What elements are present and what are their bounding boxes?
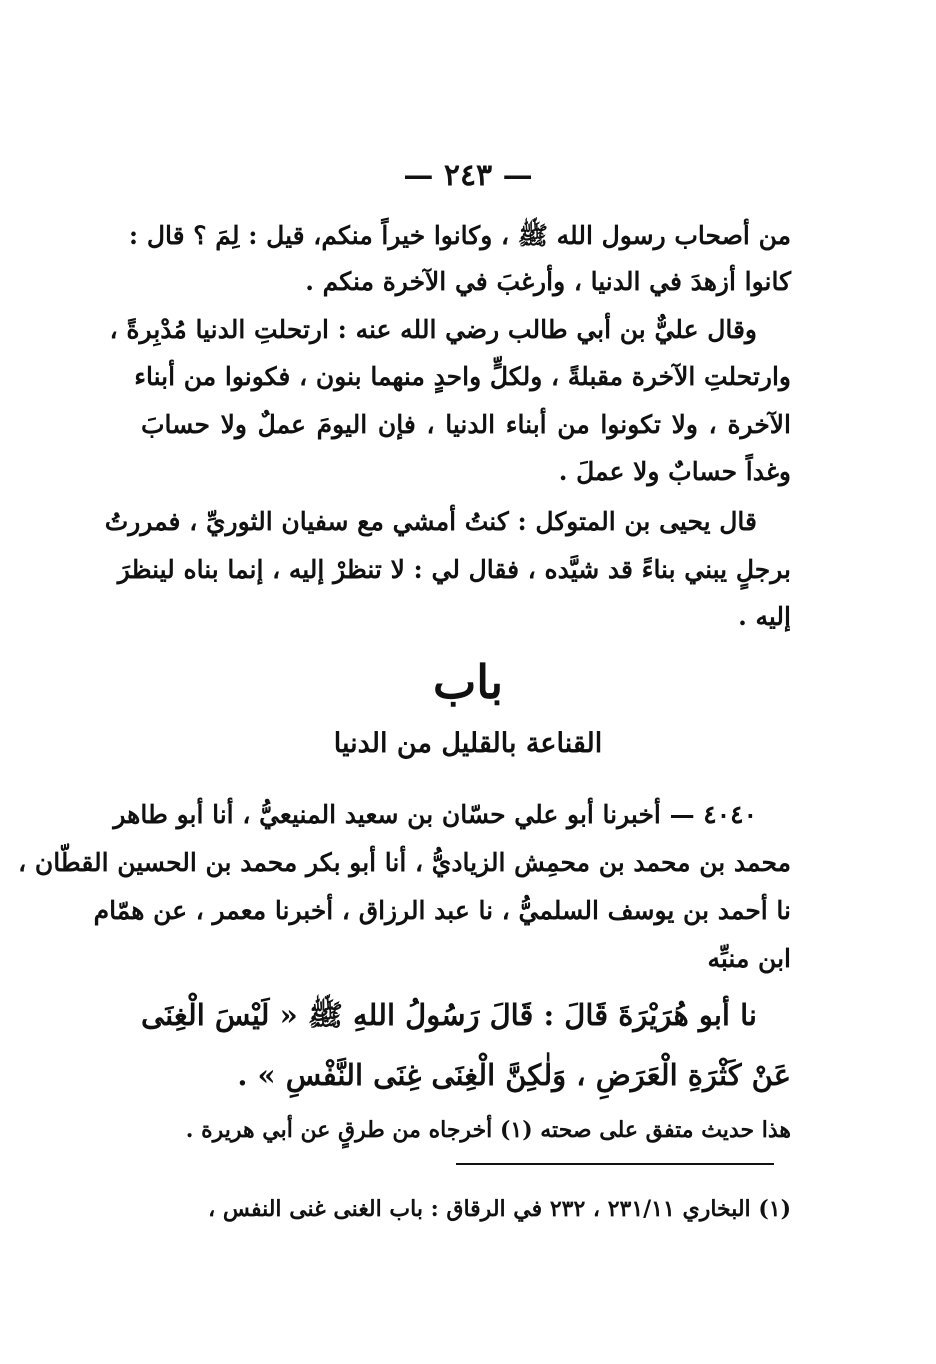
chapter-subtitle: القناعة بالقليل من الدنيا — [333, 728, 603, 759]
text-line: نا أحمد بن يوسف السلميُّ ، نا عبد الرزاق ، أخبرنا معمر ، عن همّام — [93, 896, 791, 925]
hadith-line: نا أبو هُرَيْرَةَ قَالَ : قَالَ رَسُولُ اللهِ ﷺ « لَيْسَ الْغِنَى — [141, 998, 757, 1032]
text-line: الآخرة ، ولا تكونوا من أبناء الدنيا ، فإن اليومَ عملٌ ولا حسابَ — [141, 410, 791, 439]
text-line: برجلٍ يبني بناءً قد شيَّده ، فقال لي : لا تنظرْ إليه ، إنما بناه لينظرَ — [117, 555, 791, 584]
text-line: وارتحلتِ الآخرة مقبلةً ، ولكلٍّ واحدٍ منهما بنون ، فكونوا من أبناء — [134, 362, 791, 391]
text-line: وغداً حسابٌ ولا عملَ . — [558, 457, 791, 486]
hadith-line: عَنْ كَثْرَةِ الْعَرَضِ ، وَلٰكِنَّ الْغِنَى غِنَى النَّفْسِ » . — [237, 1058, 791, 1092]
text-line: ٤٠٤٠ — أخبرنا أبو علي حسّان بن سعيد المنيعيُّ ، أنا أبو طاهر — [113, 800, 757, 829]
text-line: كانوا أزهدَ في الدنيا ، وأرغبَ في الآخرة منكم . — [305, 267, 791, 296]
footnote-rule — [456, 1163, 774, 1165]
footnote: (١) البخاري ٢٣١/١١ ، ٢٣٢ في الرقاق : باب الغنى غنى النفس ، — [208, 1196, 791, 1222]
text-line: قال يحيى بن المتوكل : كنتُ أمشي مع سفيان الثوريِّ ، فمررتُ — [104, 507, 757, 536]
text-line: إليه . — [738, 602, 791, 631]
page-number: — ٢٤٣ — — [403, 158, 533, 193]
chapter-title: باب — [432, 655, 504, 709]
text-line: وقال عليٌّ بن أبي طالب رضي الله عنه : ارتحلتِ الدنيا مُدْبِرةً ، — [109, 315, 757, 344]
text-line: محمد بن محمد بن محمِش الزياديُّ ، أنا أبو بكر محمد بن الحسين القطّان ، — [18, 848, 791, 877]
hadith-note: هذا حديث متفق على صحته (١) أخرجاه من طرقٍ عن أبي هريرة . — [185, 1117, 791, 1143]
text-line: ابن منبِّه — [707, 944, 791, 973]
text-line: من أصحاب رسول الله ﷺ ، وكانوا خيراً منكم، قيل : لِمَ ؟ قال : — [128, 221, 791, 250]
